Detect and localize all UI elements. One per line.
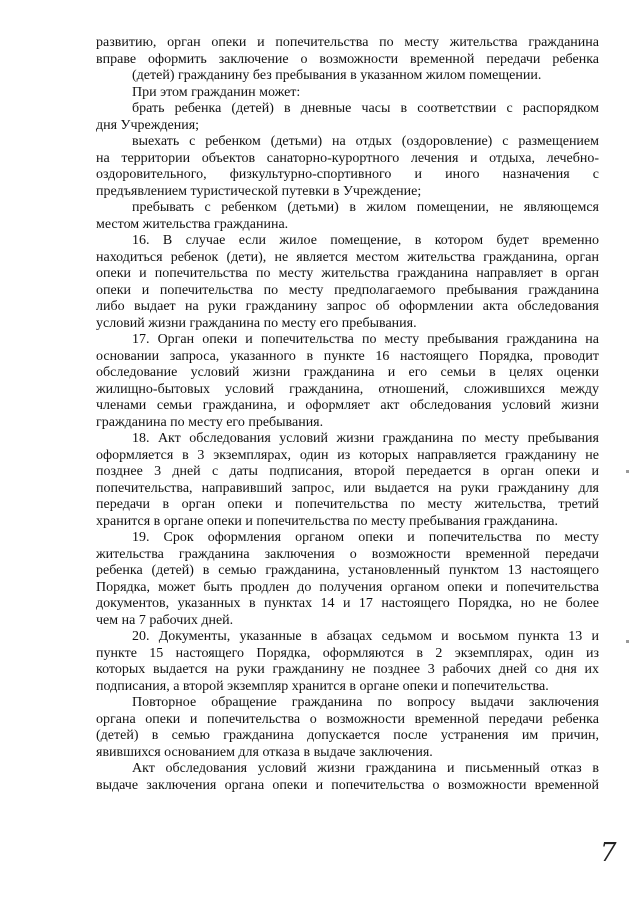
text-line: либо выдает на руки гражданину запрос об оформлении акта обследования — [96, 299, 599, 314]
text-line: пункте 15 настоящего Порядка, оформляются в 2 экземплярах, один из — [96, 645, 599, 661]
text-line: оздоровительного, физкультурно-спортивного и иного назначения с — [96, 167, 599, 182]
text-line: 20. Документы, указанные в абзацах седьмом и восьмом пункта 13 и — [132, 629, 599, 644]
text-line: чем на 7 рабочих дней. — [96, 612, 234, 628]
text-line: явившихся основанием для отказа в выдаче заключения. — [96, 744, 433, 760]
document-body — [96, 35, 599, 794]
text-line: (детей) гражданину без пребывания в указанном жилом помещении. — [132, 68, 542, 83]
page-number: 7 — [600, 838, 617, 868]
text-line: 19. Срок оформления органом опеки и попечительства по месту — [132, 530, 599, 545]
text-line: жительства гражданина заключения о возможности временной передачи — [96, 546, 599, 562]
text-line: основании запроса, указанного в пункте 16 настоящего Порядка, проводит — [96, 348, 599, 364]
text-line: органа опеки и попечительства о возможности временной передачи ребенка — [96, 711, 599, 727]
text-line: которых выдается на руки гражданину не позднее 3 рабочих дней со дня их — [96, 662, 599, 677]
text-line: При этом гражданин может: — [132, 84, 301, 100]
text-line: гражданина по месту его пребывания. — [96, 414, 324, 430]
text-line: хранится в органе опеки и попечительства по месту пребывания гражданина. — [96, 513, 558, 529]
text-line: (детей) в семью гражданина допускается после устранения им причин, — [96, 728, 599, 743]
text-line: на территории объектов санаторно-курортного лечения и отдыха, лечебно- — [96, 150, 599, 166]
text-line: попечительства, направивший запрос, или выдается на руки гражданину для — [96, 480, 599, 496]
text-line: жилищно-бытовых условий гражданина, отношений, сложившихся между — [96, 381, 599, 397]
text-line: опеки и попечительства по месту предполагаемого пребывания гражданина — [96, 282, 599, 298]
text-line: подписания, а второй экземпляр хранится в органе опеки и попечительства. — [96, 678, 549, 694]
text-line: выдаче заключения органа опеки и попечительства о возможности временной — [96, 777, 599, 793]
text-line: развитию, орган опеки и попечительства по месту жительства гражданина — [96, 35, 599, 50]
text-line: брать ребенка (детей) в дневные часы в соответствии с распорядком — [132, 101, 599, 116]
text-line: передачи в орган опеки и попечительства по месту жительства, третий — [96, 497, 599, 512]
text-line: Повторное обращение гражданина по вопросу выдачи заключения — [132, 695, 599, 710]
scan-edge-mark — [626, 640, 629, 643]
text-line: находиться ребенок (дети), не является местом жительства гражданина, орган — [96, 249, 599, 265]
text-line: опеки и попечительства по месту жительства гражданина направляет в орган — [96, 266, 599, 281]
text-line: оформляется в 3 экземплярах, один из которых направляется гражданину не — [96, 447, 599, 463]
scan-edge-mark — [626, 470, 629, 473]
text-line: 16. В случае если жилое помещение, в котором будет временно — [132, 233, 599, 248]
text-line: пребывать с ребенком (детьми) в жилом помещении, не являющемся — [132, 200, 599, 215]
text-line: позднее 3 дней с даты подписания, второй передается в орган опеки и — [96, 464, 599, 479]
text-line: ребенка (детей) в семью гражданина, установленный пунктом 13 настоящего — [96, 563, 599, 578]
text-line: условий жизни гражданина по месту его пребывания. — [96, 315, 417, 331]
text-line: выехать с ребенком (детьми) на отдых (оздоровление) с размещением — [132, 134, 599, 149]
text-line: предъявлением туристической путевки в Учреждение; — [96, 183, 422, 199]
text-line: обследование условий жизни гражданина и его семьи в целях оценки — [96, 365, 599, 380]
text-line: дня Учреждения; — [96, 117, 200, 133]
text-line: Акт обследования условий жизни гражданина и письменный отказ в — [132, 761, 599, 776]
text-line: 18. Акт обследования условий жизни гражданина по месту пребывания — [132, 431, 599, 446]
text-line: Порядка, может быть продлен до получения органом опеки и попечительства — [96, 579, 599, 595]
text-line: местом жительства гражданина. — [96, 216, 289, 232]
text-line: 17. Орган опеки и попечительства по месту пребывания гражданина на — [132, 332, 599, 347]
text-line: членами семьи гражданина, и оформляет акт обследования условий жизни — [96, 398, 599, 413]
text-line: вправе оформить заключение о возможности временной передачи ребенка — [96, 51, 599, 67]
text-line: документов, указанных в пунктах 14 и 17 настоящего Порядка, но не более — [96, 596, 599, 611]
